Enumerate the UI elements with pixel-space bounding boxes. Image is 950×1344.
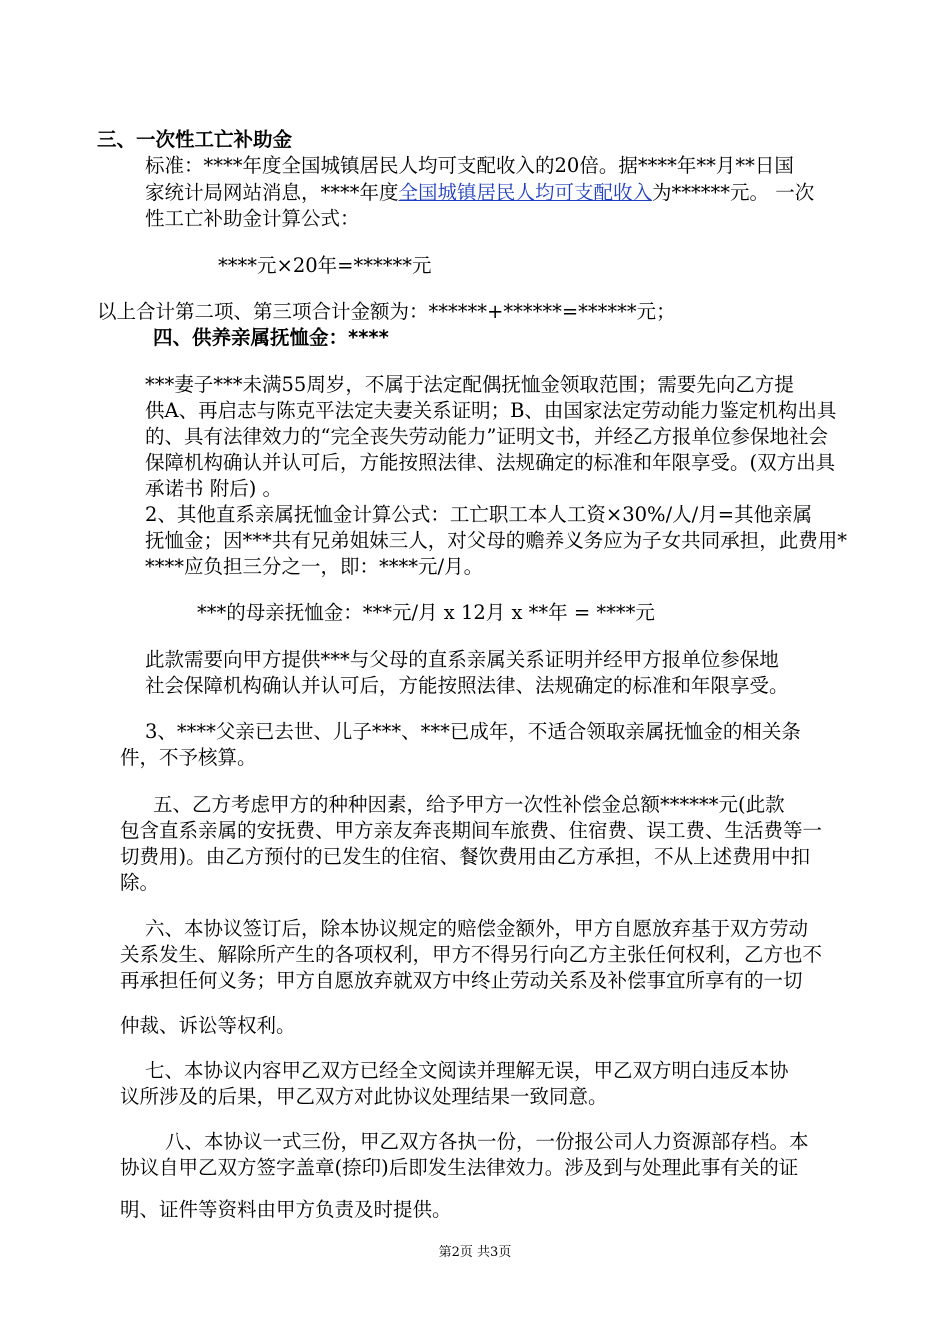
text-line: 件，不予核算。 xyxy=(120,746,257,769)
text-line: 抚恤金；因***共有兄弟姐妹三人，对父母的赡养义务应为子女共同承担，此费用* xyxy=(145,529,848,552)
page-footer: 第2页 共3页 xyxy=(438,1245,512,1260)
text-line: 承诺书 附后) 。 xyxy=(145,477,283,500)
text-line xyxy=(145,180,814,206)
text-line: ****应负担三分之一，即：****元/月。 xyxy=(145,555,484,578)
text-line: 切费用)。由乙方预付的已发生的住宿、餐饮费用由乙方承担，不从上述费用中扣 xyxy=(120,845,811,868)
text-line: 除。 xyxy=(120,871,160,894)
text-line: 供A、再启志与陈克平法定夫妻关系证明；B、由国家法定劳动能力鉴定机构出具 xyxy=(145,399,837,422)
text-line: 六、本协议签订后，除本协议规定的赔偿金额外，甲方自愿放弃基于双方劳动 xyxy=(145,917,809,940)
section-heading-4: 四、供养亲属抚恤金：**** xyxy=(153,326,389,349)
text-line: 再承担任何义务；甲方自愿放弃就双方中终止劳动关系及补偿事宜所享有的一切 xyxy=(120,969,803,992)
text-line: 保障机构确认并认可后，方能按照法律、法规确定的标准和年限享受。(双方出具 xyxy=(145,451,836,474)
text-line: 此款需要向甲方提供***与父母的直系亲属关系证明并经甲方报单位参保地 xyxy=(145,648,779,671)
formula-line: ***的母亲抚恤金：***元/月 x 12月 x **年 = ****元 xyxy=(197,601,655,624)
text-line: 八、本协议一式三份，甲乙双方各执一份，一份报公司人力资源部存档。本 xyxy=(165,1130,809,1153)
text-line: 性工亡补助金计算公式： xyxy=(145,207,360,230)
section-heading-3: 三、一次性工亡补助金 xyxy=(97,128,293,151)
text-line: 2、其他直系亲属抚恤金计算公式：工亡职工本人工资×30%/人/月=其他亲属 xyxy=(145,503,813,526)
text-line: 七、本协议内容甲乙双方已经全文阅读并理解无误，甲乙双方明白违反本协 xyxy=(145,1059,789,1082)
text-line: 关系发生、解除所产生的各项权利，甲方不得另行向乙方主张任何权利，乙方也不 xyxy=(120,943,823,966)
text-line: 标准：****年度全国城镇居民人均可支配收入的20倍。据****年**月**日国 xyxy=(145,154,794,177)
formula-line: ****元×20年=******元 xyxy=(218,254,432,277)
text-line: 包含直系亲属的安抚费、甲方亲友奔丧期间车旅费、住宿费、误工费、生活费等一 xyxy=(120,819,823,842)
text-line: 仲裁、诉讼等权利。 xyxy=(120,1014,296,1037)
text-line: 协议自甲乙双方签字盖章(捺印)后即发生法律效力。涉及到与处理此事有关的证 xyxy=(120,1156,799,1179)
text-line: 五、乙方考虑甲方的种种因素，给予甲方一次性补偿金总额******元(此款 xyxy=(153,793,785,816)
text-line: 的、具有法律效力的“完全丧失劳动能力”证明文书，并经乙方报单位参保地社会 xyxy=(145,425,828,448)
text-line: 社会保障机构确认并认可后，方能按照法律、法规确定的标准和年限享受。 xyxy=(145,674,789,697)
text-line: 3、****父亲已去世、儿子***、***已成年，不适合领取亲属抚恤金的相关条 xyxy=(145,720,801,743)
text-line: 议所涉及的后果，甲乙双方对此协议处理结果一致同意。 xyxy=(120,1085,608,1108)
text-line: ***妻子***未满55周岁，不属于法定配偶抚恤金领取范围；需要先向乙方提 xyxy=(145,373,794,396)
text-segment: 家统计局网站消息，****年度 xyxy=(145,181,399,204)
text-line: 以上合计第二项、第三项合计金额为：******+******=******元； xyxy=(97,300,676,323)
text-line: 明、证件等资料由甲方负责及时提供。 xyxy=(120,1198,452,1221)
text-segment: 为******元。 一次 xyxy=(652,181,815,204)
income-link[interactable]: 全国城镇居民人均可支配收入 xyxy=(398,181,653,204)
